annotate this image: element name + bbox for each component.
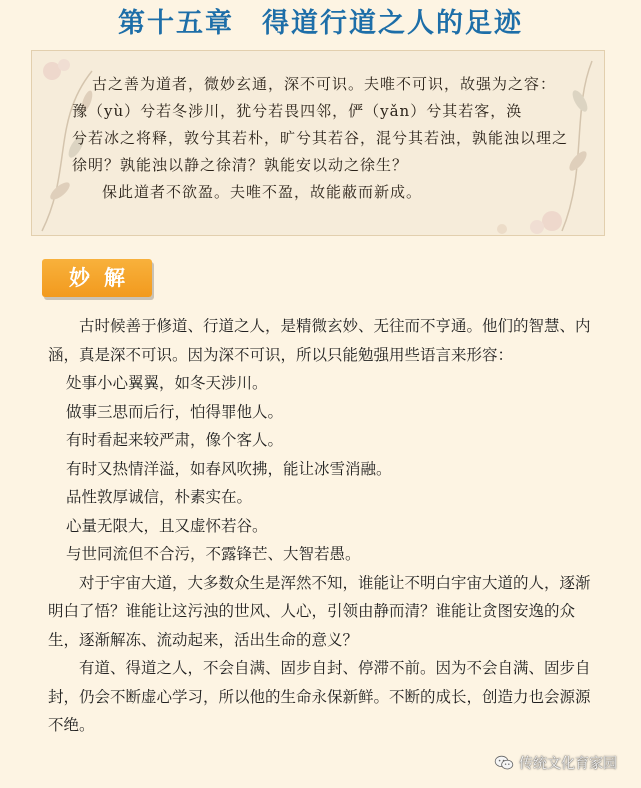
list-item: 品性敦厚诚信，朴素实在。 <box>66 488 253 506</box>
list-item: 处事小心翼翼，如冬天涉川。 <box>66 374 268 392</box>
page-title <box>0 4 641 44</box>
list-item: 与世同流但不合污，不露锋芒、大智若愚。 <box>66 545 361 563</box>
list-item: 有时看起来较严肃，像个客人。 <box>66 431 284 449</box>
classic-line: 保此道者不欲盈。夫唯不盈，故能蔽而新成。 <box>102 183 423 201</box>
classic-line: 古之善为道者，微妙玄通，深不可识。夫唯不可识，故强为之容： <box>92 75 557 93</box>
watermark-text: 传统文化育家园 <box>519 756 617 772</box>
paragraph-3: 有道、得道之人，不会自满、固步自封、停滞不前。因为不会自满、固步自封，仍会不断虚心学习，所以他的生命永保新鲜。不断的成长，创造力也会源源不绝。 <box>48 659 591 734</box>
list-item: 有时又热情洋溢，如春风吹拂，能让冰雪消融。 <box>66 459 392 478</box>
list-item: 心量无限大，且又虚怀若谷。 <box>66 516 268 535</box>
classic-text-panel <box>31 50 605 236</box>
classic-line: 豫（yù）兮若冬涉川，犹兮若畏四邻，俨（yǎn）兮其若客，涣 <box>72 102 523 120</box>
paragraph-intro: 古时候善于修道、行道之人，是精微玄妙、无往而不亨通。他们的智慧、内涵，真是深不可识。因为深不可识，所以只能勉强用些语言来形容： <box>48 317 591 364</box>
section-banner <box>42 259 152 297</box>
classic-line: 兮若冰之将释，敦兮其若朴，旷兮其若谷，混兮其若浊，孰能浊以理之 <box>72 129 569 147</box>
chapter-title: 得道行道之人的足迹 <box>262 8 523 39</box>
wechat-icon <box>494 755 514 771</box>
watermark <box>494 751 617 775</box>
section-heading: 妙解 <box>69 266 139 290</box>
classic-line: 徐明？孰能浊以静之徐清？孰能安以动之徐生？ <box>72 156 409 174</box>
commentary-body <box>48 312 600 740</box>
paragraph-2: 对于宇宙大道，大多数众生是浑然不知，谁能让不明白宇宙大道的人，逐渐明白了悟？谁能让这污浊的世风、人心，引领由静而清？谁能让贪图安逸的众生，逐渐解冻、流动起来，活出生命的意义？ <box>48 573 591 649</box>
chapter-number: 第十五章 <box>118 8 234 39</box>
classic-text <box>72 71 592 206</box>
list-item: 做事三思而后行，怕得罪他人。 <box>66 402 284 421</box>
